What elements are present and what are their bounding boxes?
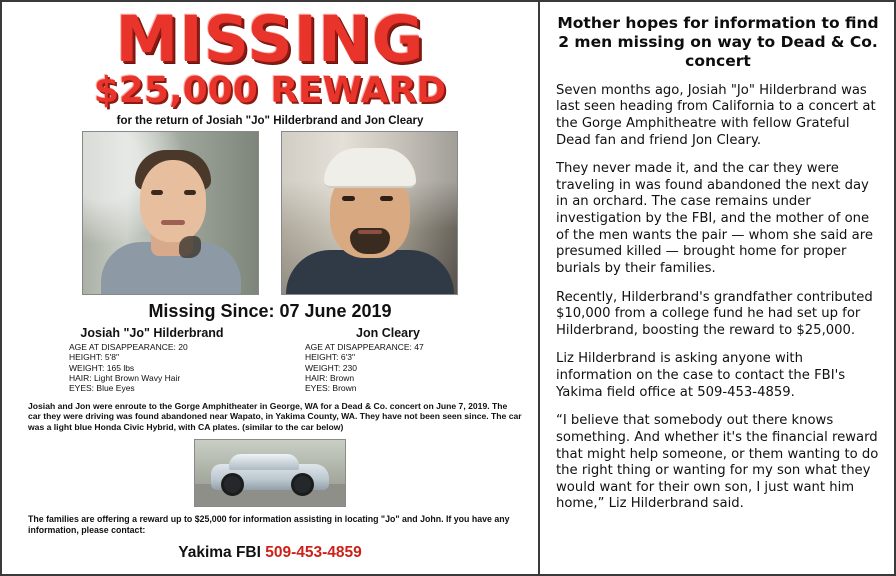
- stat-height: HEIGHT: 5'8": [69, 352, 119, 363]
- car-wheel-left: [221, 473, 244, 496]
- person-details: [12, 326, 528, 394]
- person-block-2: [283, 326, 493, 394]
- article-paragraph-2: They never made it, and the car they were traveling in was found abandoned the next day in an orchard. The case remains under investigation by the FBI, and the mother of one of the men wants the pair — whom she said are presumed killed — brought home for proper burials by their families.: [556, 161, 873, 276]
- fbi-phone[interactable]: 509-453-4859: [265, 543, 362, 561]
- article-headline: Mother hopes for information to find 2 men missing on way to Dead & Co. concert: [557, 14, 879, 70]
- stat-height: HEIGHT: 6'3": [305, 352, 355, 363]
- missing-since-label: Missing Since: 07 June 2019: [148, 300, 392, 321]
- photo-eye-right: [380, 196, 393, 201]
- stat-weight: WEIGHT: 230: [305, 362, 357, 373]
- photo-backwards-cap: [324, 148, 416, 188]
- photo-mouth: [161, 220, 185, 225]
- photo-eye-left: [342, 196, 355, 201]
- stat-age: AGE AT DISAPPEARANCE: 47: [305, 341, 424, 352]
- person-name: Josiah "Jo" Hilderbrand: [80, 325, 224, 340]
- stat-age: AGE AT DISAPPEARANCE: 20: [69, 341, 188, 352]
- news-article: [540, 0, 896, 576]
- person-stats: [283, 342, 493, 394]
- photo-neck-tattoo: [179, 236, 201, 258]
- person-block-1: [47, 326, 257, 394]
- reward-headline: $25,000 REWARD: [93, 69, 447, 111]
- fbi-label: Yakima FBI: [178, 543, 261, 561]
- car-cabin: [229, 454, 299, 470]
- stat-eyes: EYES: Blue Eyes: [69, 383, 135, 394]
- article-paragraph-5: “I believe that somebody out there knows something. And whether it's the financial reward that might help someone, or them wanting to do the right thing or wanting for my son what they would want for their own son, I just want him home,” Liz Hilderbrand said.: [556, 413, 879, 512]
- photo-row: [12, 131, 528, 295]
- article-paragraph-4: Liz Hilderbrand is asking anyone with information on the case to contact the FBI's Yakima field office at 509-453-4859.: [556, 351, 846, 400]
- case-narrative: Josiah and Jon were enroute to the Gorge Amphitheater in George, WA for a Dead & Co. concert on June 7, 2019. The car they were driving was found abandoned near Wapato, in Yakima County, WA. They have not been seen since. The car was a light blue Honda Civic Hybrid, with CA plates. (similar to the car below): [28, 400, 522, 433]
- person-stats: [47, 342, 257, 394]
- reward-contact-note: The families are offering a reward up to $25,000 for information assisting in locating "Jo" and John. If you have any information, please contact:: [28, 513, 510, 535]
- article-paragraph-1: Seven months ago, Josiah "Jo" Hilderbrand was last seen heading from California to a concert at the Gorge Amphitheatre with fellow Grateful Dead fan and friend Jon Cleary.: [556, 82, 876, 148]
- stat-weight: WEIGHT: 165 lbs: [69, 362, 135, 373]
- stat-hair: HAIR: Brown: [305, 372, 355, 383]
- return-line: for the return of Josiah "Jo" Hilderbrand and Jon Cleary: [116, 114, 424, 127]
- photo-eye-left: [151, 190, 163, 195]
- fbi-contact-line: [12, 544, 528, 562]
- photo-jon-cleary: [281, 131, 458, 295]
- article-paragraph-3: Recently, Hilderbrand's grandfather contributed $10,000 from a college fund he had set up for Hilderbrand, boosting the reward to $25,000.: [556, 289, 873, 338]
- photo-josiah-hilderbrand: [82, 131, 259, 295]
- car-wheel-right: [291, 473, 314, 496]
- missing-headline: MISSING: [115, 3, 425, 76]
- person-name: Jon Cleary: [356, 325, 420, 340]
- photo-mouth: [358, 230, 382, 234]
- stat-eyes: EYES: Brown: [305, 383, 357, 394]
- photo-face: [140, 160, 206, 242]
- photo-similar-car: [194, 439, 346, 507]
- stat-hair: HAIR: Light Brown Wavy Hair: [69, 372, 181, 383]
- photo-eye-right: [184, 190, 196, 195]
